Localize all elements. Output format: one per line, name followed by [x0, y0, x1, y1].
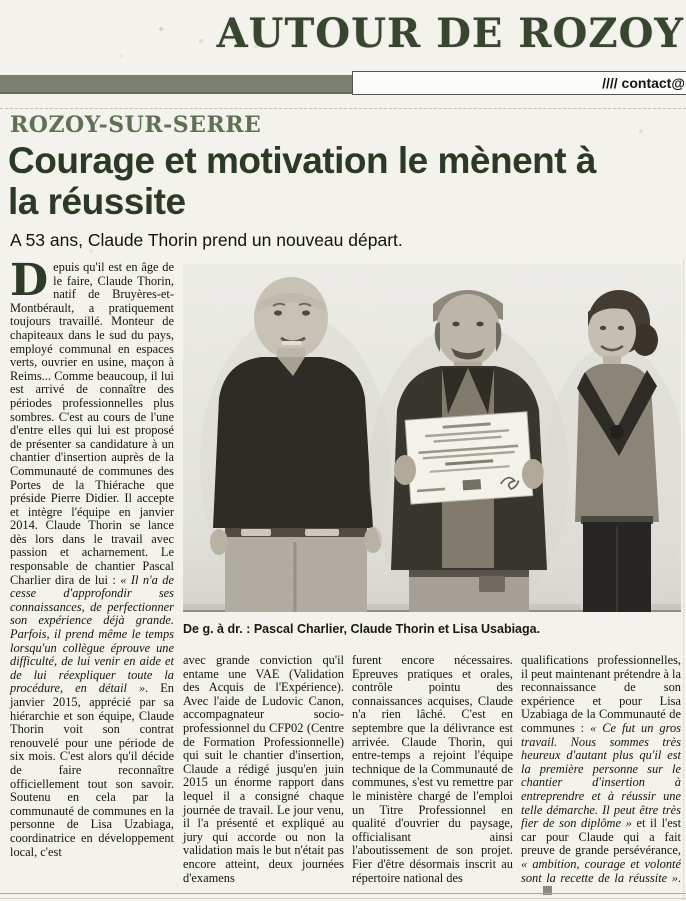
- article-headline: Courage et motivation le mènent à la réussite: [8, 140, 596, 222]
- article-subhead: A 53 ans, Claude Thorin prend un nouveau départ.: [10, 230, 403, 250]
- article-photo: [183, 264, 681, 612]
- body-text: avec grande conviction qu'il entame une VAE (Validation des Acquis de l'Expérience). Avec l'aide de Ludovic Canon, accompagnateur socio-professionnel du CFP02 (Centre de Formation Professionnelle) qui suit le chantier d'insertion, Claude a rédigé jusqu'en juin 2015 un énorme rapport dans lequel il a consigné chaque journée de travail. Le jour venu, il l'a présenté et expliqué au jury qui accorde ou non la validation mais le but n'était pas encore atteint, deux journées d'examens: [183, 653, 344, 885]
- body-text: .: [677, 870, 681, 885]
- column-2-paragraph: [183, 654, 344, 885]
- article-column-3: [352, 654, 513, 885]
- photo-illustration: [183, 264, 681, 612]
- section-kicker: ROZOY-SUR-SERRE: [10, 112, 262, 138]
- drop-cap: D: [10, 255, 49, 306]
- column-3-paragraph: [352, 654, 513, 885]
- body-text: et il l'est car pour Claude qui a fait preuve de grande persévérance,: [521, 816, 682, 858]
- quote-text: « Ce fut un gros travail. Nous sommes très heureux d'autant plus qu'il est la première personne sur le chantier d'insertion à entreprendre et à réussir une telle démarche. Il peut être très fier de son diplôme »: [521, 720, 681, 831]
- certificate: [405, 412, 533, 504]
- quote-text: « Il n'a de cesse d'approfondir ses connaissances, de perfectionner son expérience déjà grande. Parfois, il prend même le temps lorsqu'un collègue éprouve une difficulté, de lui venir en aide et de lui réexpliquer toute la procédure, en détail »: [10, 572, 174, 696]
- column-4-paragraph: [521, 654, 681, 899]
- article-column-1: [10, 255, 174, 895]
- body-text: epuis qu'il est en âge de le faire, Claude Thorin, natif de Bruyères-et-Montbérault, a pratiquement toujours travaillé. Monteur de chapiteaux dans le sud du pays, employé communal en espaces verts, ouvrier en usine, maçon à Reims... Comme beaucoup, il lui est arrivé de connaître des périodes professionnelles plus sombres. C'est au cours de l'une d'entre elles qui lui est proposé de présenter sa candidature à un chantier d'insertion auprès de la Communauté de communes des Portes de la Thiérache que préside Pierre Didier. Il accepte et intègre l'équipe en janvier 2014. Claude Thorin se lance dès lors dans le travail avec passion et acharnement. Le responsable de chantier Pascal Charlier dira de lui :: [10, 260, 174, 587]
- bottom-divider-2: [0, 898, 686, 899]
- bottom-divider: [0, 893, 686, 894]
- body-text: furent encore nécessaires. Epreuves pratiques et orales, contrôle pointu des connaissances acquises, Claude n'a rien lâché. C'est en septembre que la délivrance est arrivée. Claude Thorin, qui entre-temps a rejoint l'équipe technique de la Communauté de communes, s'est vu remettre par le ministère chargé de l'emploi un Titre Professionnel en qualité d'ouvrier du paysage, officialisant ainsi l'aboutissement de son projet. Fier d'être désormais inscrit au répertoire national des: [352, 653, 513, 885]
- photo-caption: De g. à dr. : Pascal Charlier, Claude Thorin et Lisa Usabiaga.: [183, 622, 541, 636]
- contact-text: //// contact@: [602, 75, 685, 91]
- body-text: qualifications professionnelles, il peut maintenant prétendre à la reconnaissance de son expérience et pour Lisa Uzabiaga de la Communauté de communes :: [521, 653, 681, 735]
- scan-speckles: [0, 0, 2, 2]
- article-column-2: [183, 654, 344, 885]
- masthead-title: AUTOUR DE ROZOY: [216, 10, 684, 57]
- article-column-4: [521, 654, 681, 899]
- contact-box: [352, 71, 686, 95]
- scan-edge-artifact: [683, 260, 684, 900]
- body-text: . En janvier 2015, apprécié par sa hiérarchie et son équipe, Claude Thorin voit son contrat renouvelé pour une période de six mois. C'est alors qu'il décide de faire reconnaître officiellement tout son savoir. Soutenu en cela par la communauté de communes en la personne de Lisa Uzabiaga, coordinatrice en développement local, c'est: [10, 681, 174, 859]
- column-1-paragraph: [10, 255, 174, 859]
- quote-text: « ambition, courage et volonté sont la recette de la réussite »: [521, 856, 681, 885]
- header-divider: [0, 108, 686, 109]
